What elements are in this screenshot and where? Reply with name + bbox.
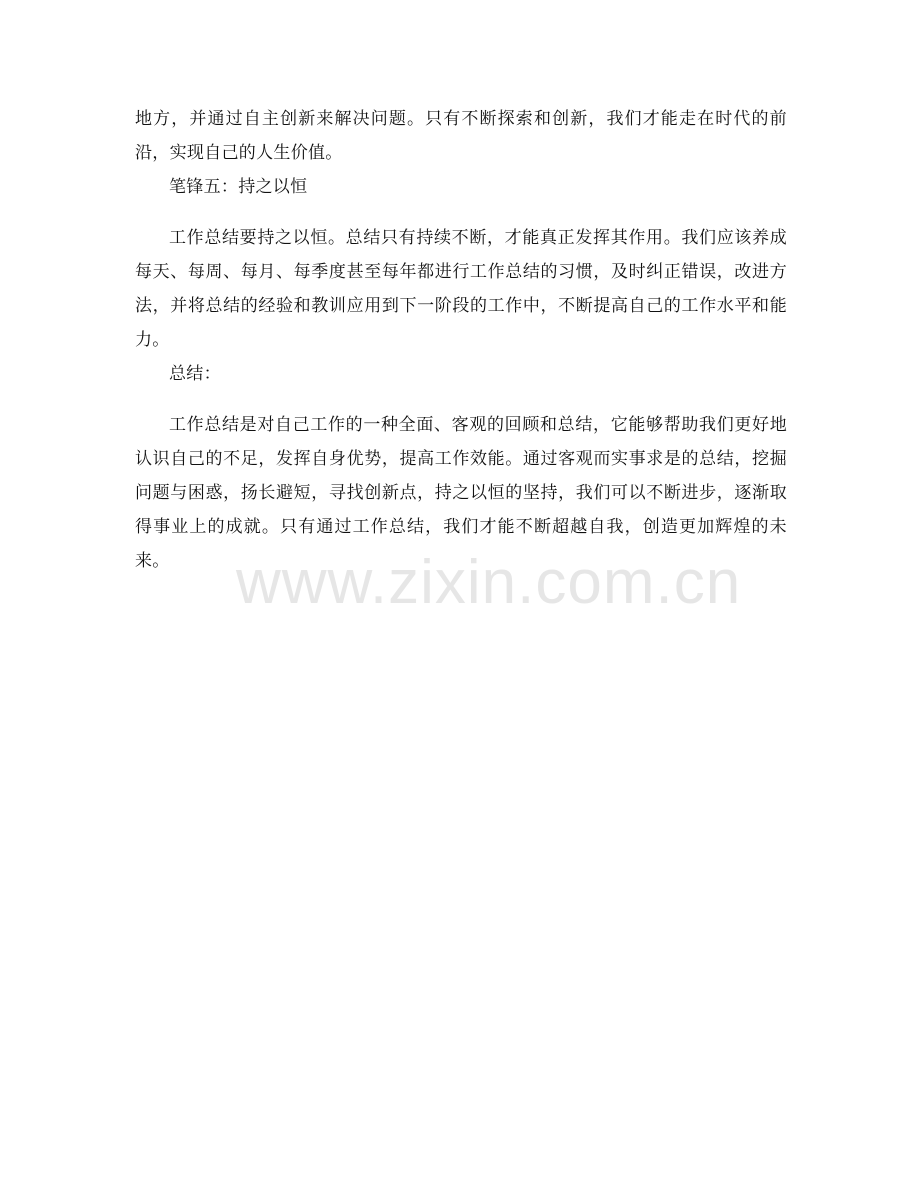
paragraph-summary: 工作总结是对自己工作的一种全面、客观的回顾和总结，它能够帮助我们更好地认识自己的不足，发挥自身优势，提高工作效能。通过客观而实事求是的总结，挖掘问题与困惑，扬长避短，寻找创新点，持之以恒的坚持，我们可以不断进步，逐渐取得事业上的成就。只有通过工作总结，我们才能不断超越自我，创造更加辉煌的未来。 (135, 415, 787, 571)
watermark: www.zixin.com.cn (236, 548, 742, 617)
paragraph-continuation: 地方，并通过自主创新来解决问题。只有不断探索和创新，我们才能走在时代的前沿，实现自己的人生价值。 (135, 109, 787, 163)
document-body (135, 102, 787, 578)
paragraph-persistence: 工作总结要持之以恒。总结只有持续不断，才能真正发挥其作用。我们应该养成每天、每周、每月、每季度甚至每年都进行工作总结的习惯，及时纠正错误，改进方法，并将总结的经验和教训应用到下一阶段的工作中，不断提高自己的工作水平和能力。 (135, 228, 787, 350)
summary-heading: 总结： (169, 364, 221, 384)
section-heading: 笔锋五：持之以恒 (169, 177, 308, 197)
